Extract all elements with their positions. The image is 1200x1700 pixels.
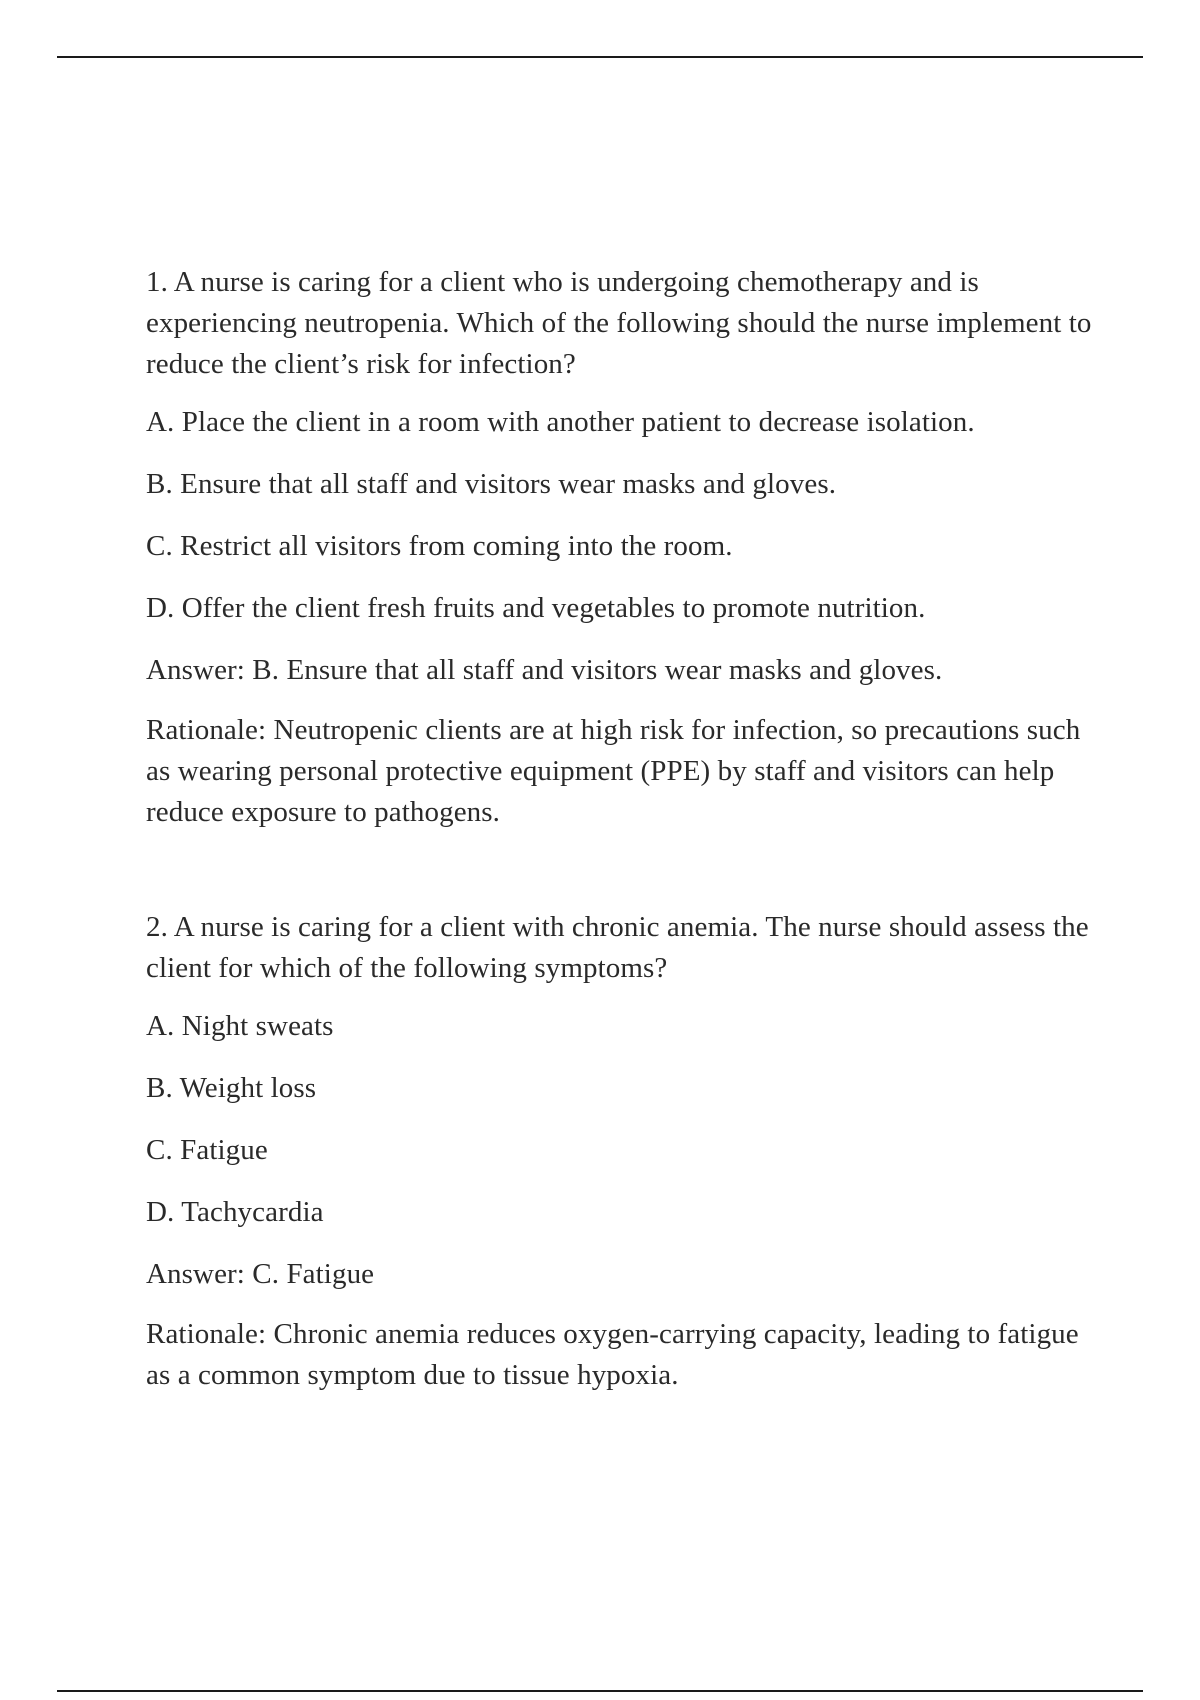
rationale: Rationale: Neutropenic clients are at high risk for infection, so precautions such as wearing personal protective equipment (PPE) by staff and visitors can help reduce exposure to pathogens.	[146, 714, 1081, 828]
option-c: C. Fatigue	[146, 1134, 268, 1166]
document-body	[146, 262, 1106, 1396]
option-a: A. Night sweats	[146, 1010, 334, 1042]
option-b: B. Ensure that all staff and visitors wear masks and gloves.	[146, 468, 837, 500]
option-a: A. Place the client in a room with another patient to decrease isolation.	[146, 406, 975, 438]
question-text: 1. A nurse is caring for a client who is undergoing chemotherapy and is experiencing neutropenia. Which of the following should the nurse implement to reduce the client’s risk for infection?	[146, 266, 1092, 380]
answer: Answer: B. Ensure that all staff and visitors wear masks and gloves.	[146, 654, 943, 686]
question-2	[146, 907, 1106, 1396]
top-rule	[57, 56, 1143, 58]
rationale: Rationale: Chronic anemia reduces oxygen-carrying capacity, leading to fatigue as a common symptom due to tissue hypoxia.	[146, 1318, 1079, 1391]
answer: Answer: C. Fatigue	[146, 1258, 375, 1290]
bottom-rule	[57, 1690, 1143, 1692]
option-c: C. Restrict all visitors from coming into the room.	[146, 530, 733, 562]
option-d: D. Offer the client fresh fruits and vegetables to promote nutrition.	[146, 592, 926, 624]
option-b: B. Weight loss	[146, 1072, 317, 1104]
question-1	[146, 262, 1106, 833]
question-text: 2. A nurse is caring for a client with chronic anemia. The nurse should assess the client for which of the following symptoms?	[146, 911, 1089, 984]
option-d: D. Tachycardia	[146, 1196, 324, 1228]
